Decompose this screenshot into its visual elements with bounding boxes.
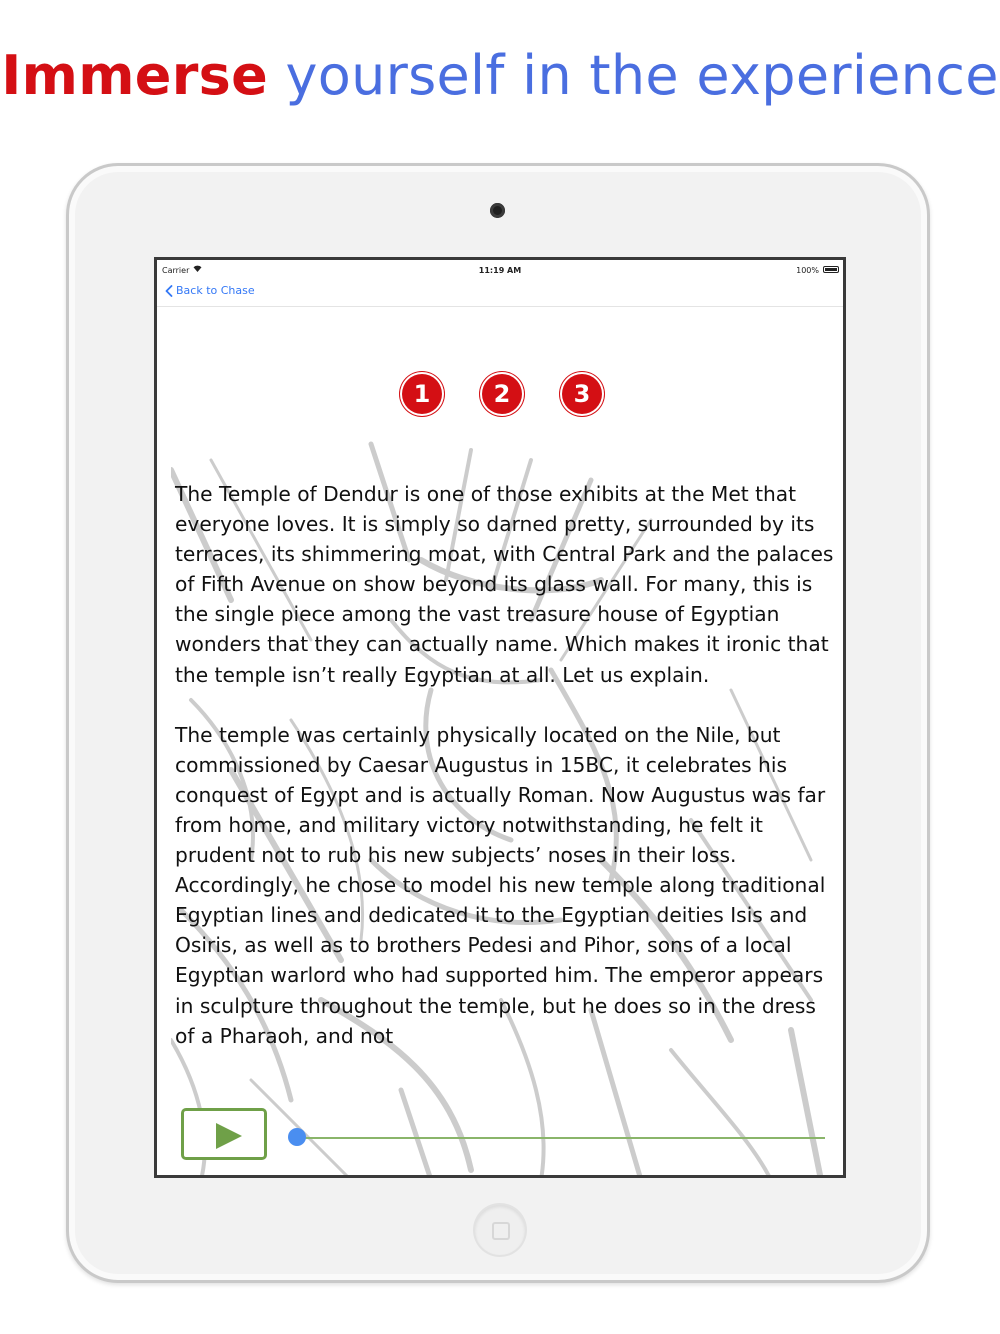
section-2-button[interactable]: 2: [482, 374, 522, 414]
camera-icon: [490, 203, 505, 218]
headline: [0, 38, 1000, 114]
audio-player: [157, 1104, 843, 1174]
progress-track[interactable]: [297, 1137, 825, 1139]
article-viewport[interactable]: [157, 260, 843, 1082]
article-paragraph: The temple was certainly physically located on the Nile, but commissioned by Caesar Augustus in 15BC, it celebrates his conquest of Egypt and is actually Roman. Now Augustus was far from home, and military victory notwithstanding, he felt it prudent not to rub his new subjects’ noses in their loss. Accordingly, he chose to model his new temple along traditional Egyptian lines and dedicated it to the Egyptian deities Isis and Osiris, as well as to brothers Pedesi and Pihor, sons of a local Egyptian warlord who had supported him. The emperor appears in sculpture throughout the temple, but he does so in the dress of a Pharaoh, and not: [175, 722, 826, 1048]
status-time: 11:19 AM: [478, 266, 522, 275]
section-1-button[interactable]: 1: [402, 374, 442, 414]
headline-rest: yourself in the experience: [285, 44, 999, 107]
carrier-label: Carrier: [162, 266, 190, 275]
ipad-screen: [154, 257, 846, 1178]
article-text: [175, 479, 835, 1081]
section-3-button[interactable]: 3: [562, 374, 602, 414]
progress-slider-thumb[interactable]: [288, 1128, 306, 1146]
play-button[interactable]: [181, 1108, 267, 1160]
back-button-label: Back to Chase: [176, 284, 255, 297]
headline-highlight: Immerse: [1, 44, 269, 107]
play-icon: [216, 1123, 242, 1149]
home-button[interactable]: [475, 1205, 525, 1255]
battery-percent: 100%: [796, 266, 819, 275]
article-paragraph: The Temple of Dendur is one of those exhibits at the Met that everyone loves. It is simply so darned pretty, surrounded by its terraces, its shimmering moat, with Central Park and the palaces of Fifth Avenue on show beyond its glass wall. For many, this is the single piece among the vast treasure house of Egyptian wonders that they can actually name. Which makes it ironic that the temple isn’t really Egyptian at all. Let us explain.: [175, 482, 834, 687]
